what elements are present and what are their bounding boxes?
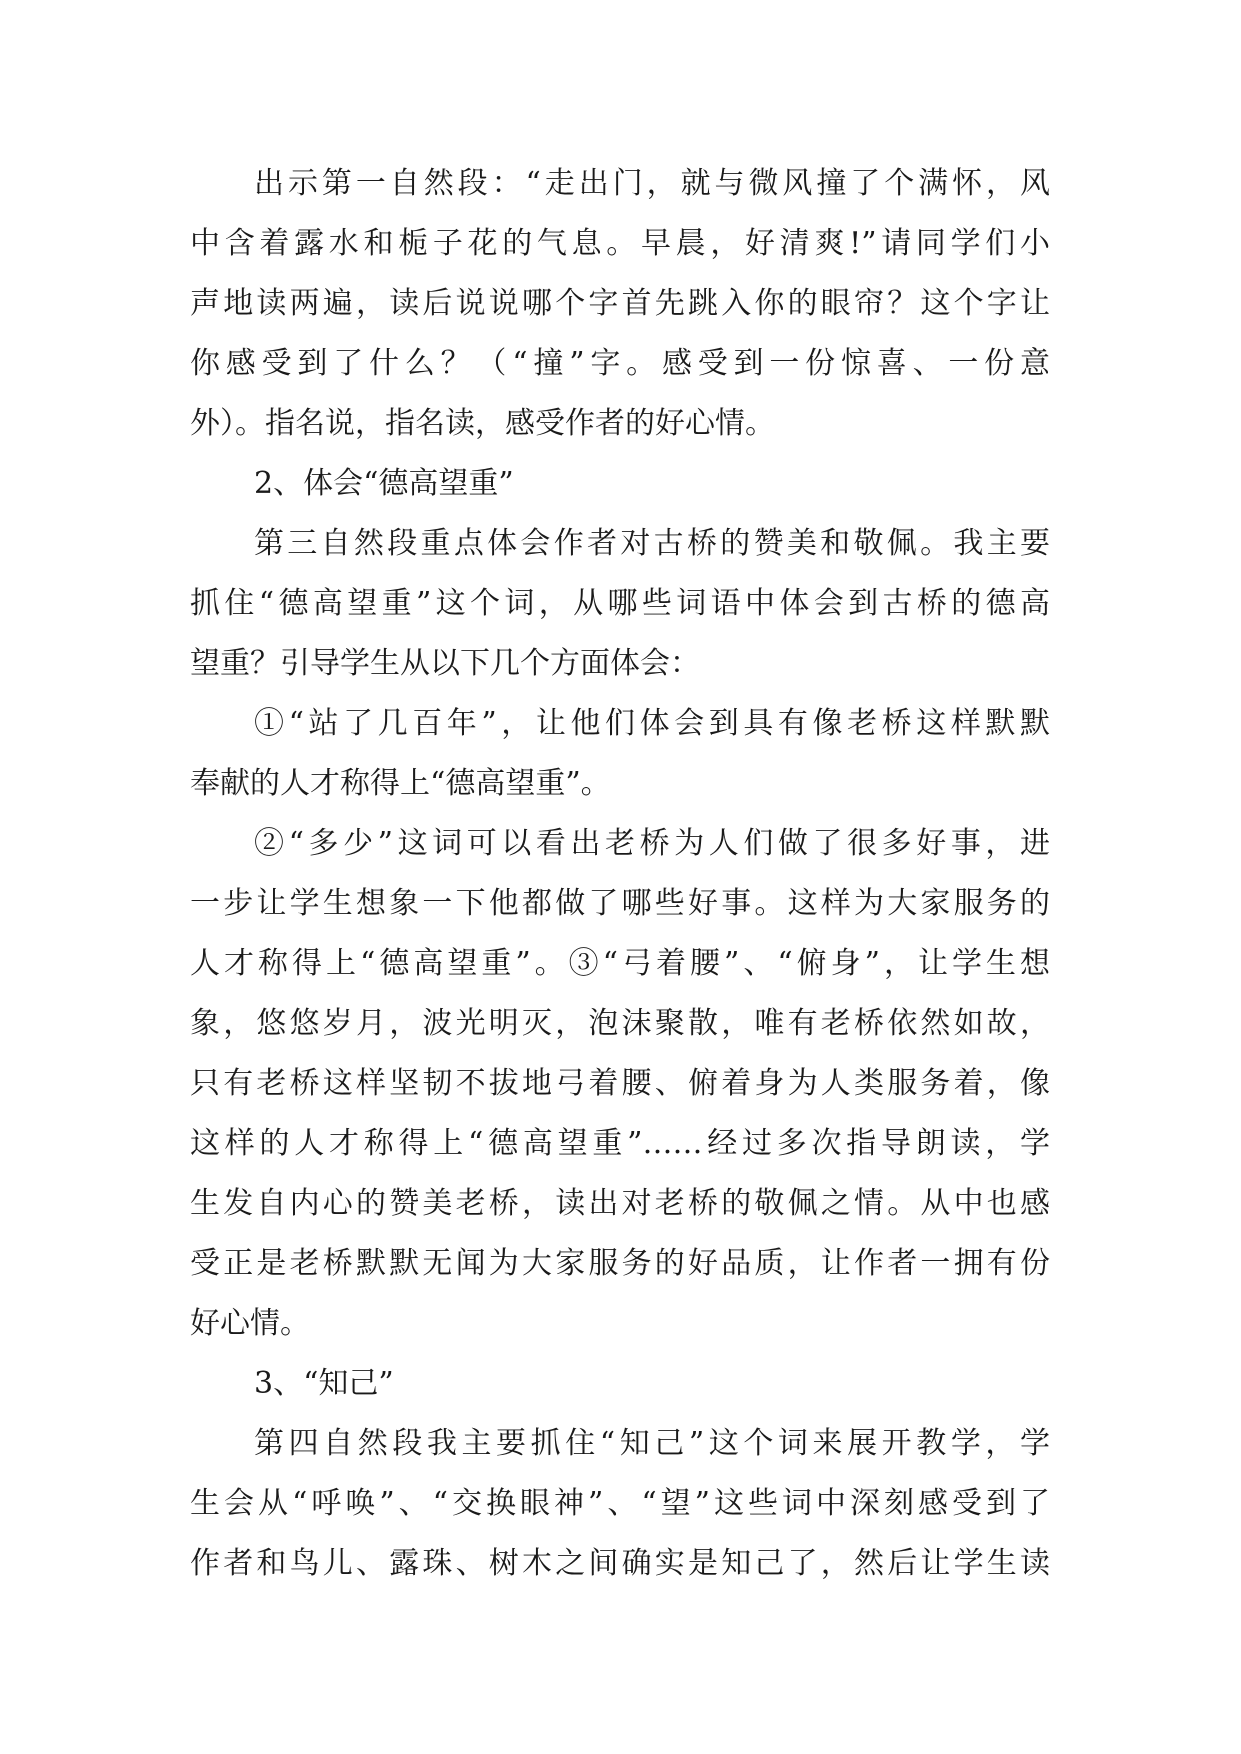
text-line: ②“多少”这词可以看出老桥为人们做了很多好事，进 [254, 826, 1050, 861]
text-line: 只有老桥这样坚韧不拔地弓着腰、俯着身为人类服务着，像 [190, 1066, 1050, 1101]
body-text [190, 154, 1050, 1594]
text-line: 这样的人才称得上“德高望重”……经过多次指导朗读，学 [190, 1126, 1050, 1161]
text-line: 人才称得上“德高望重”。③“弓着腰”、“俯身”，让学生想 [190, 946, 1050, 981]
text-line: 奉献的人才称得上“德高望重”。 [190, 766, 611, 801]
text-line: 好心情。 [190, 1306, 310, 1341]
text-line: 望重？引导学生从以下几个方面体会： [190, 646, 700, 681]
text-line: 生发自内心的赞美老桥，读出对老桥的敬佩之情。从中也感 [190, 1186, 1050, 1221]
text-line: 出示第一自然段：“走出门，就与微风撞了个满怀，风 [254, 166, 1050, 201]
text-line: 受正是老桥默默无闻为大家服务的好品质，让作者一拥有份 [190, 1246, 1050, 1281]
text-line: 第三自然段重点体会作者对古桥的赞美和敬佩。我主要 [254, 526, 1050, 561]
text-line: 你感受到了什么？（“撞”字。感受到一份惊喜、一份意 [190, 346, 1050, 381]
text-line: 声地读两遍，读后说说哪个字首先跳入你的眼帘？这个字让 [190, 286, 1050, 321]
text-line: 中含着露水和栀子花的气息。早晨，好清爽!”请同学们小 [190, 226, 1050, 261]
text-line: ①“站了几百年”，让他们体会到具有像老桥这样默默 [254, 706, 1050, 741]
text-line: 生会从“呼唤”、“交换眼神”、“望”这些词中深刻感受到了 [190, 1486, 1050, 1521]
text-line: 象，悠悠岁月，波光明灭，泡沫聚散，唯有老桥依然如故， [190, 1006, 1050, 1041]
text-line: 第四自然段我主要抓住“知己”这个词来展开教学，学 [254, 1426, 1050, 1461]
text-line: 抓住“德高望重”这个词，从哪些词语中体会到古桥的德高 [190, 586, 1050, 621]
text-line: 作者和鸟儿、露珠、树木之间确实是知己了，然后让学生读 [190, 1546, 1050, 1581]
text-line: 外）。指名说，指名读，感受作者的好心情。 [190, 406, 775, 441]
text-line: 2、体会“德高望重” [254, 466, 514, 501]
text-line: 3、“知己” [254, 1366, 394, 1401]
text-line: 一步让学生想象一下他都做了哪些好事。这样为大家服务的 [190, 886, 1050, 921]
